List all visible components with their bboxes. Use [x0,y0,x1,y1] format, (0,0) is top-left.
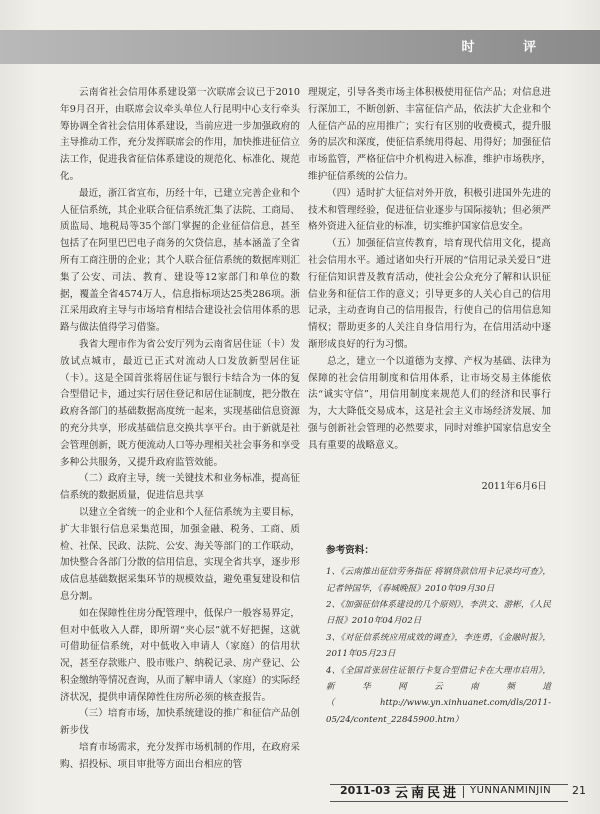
references-title: 参考资料： [326,545,374,557]
left-column [60,85,300,774]
section-heading: （三）培育市场，加快系统建设的推广和征信产品创新步伐 [60,708,300,737]
issue-number: 2011-03 [340,784,391,797]
magazine-name: 云南民进 [395,786,460,801]
paragraph: 以建立全省统一的企业和个人征信系统为主要目标，扩大非银行信息采集范围，加强金融、税务、工商、质检、社保、民政、法院、公安、海关等部门的工作联动，加快整合各部门分散的信用信息，实现全省共享，逐步形成信息基础数据采集环节的规模效益，避免重复建设和信息分割。 [60,506,300,602]
paragraph: 培育市场需求，充分发挥市场机制的作用，在政府采购、招投标、项目审批等方面出台相应的管 [60,742,300,770]
paragraph: 如在保障性住房分配管理中，低保户一般容易界定，但对中低收入人群，即所谓“夹心层”就不好把握，这就可借助征信系统，对中低收入申请人（家庭）的信用状况，甚至存款账户、股市账户、纳税记录、房产登记、公积金缴纳等情况查询，从而了解申请人（家庭）的实际经济状况，提供申请保障性住房所必须的核查报告。 [60,607,300,703]
reference-item: 1、《云南推出征信劳务指征 将钢贷款信用卡记录均可查》，记者钟国华，《春城晚报》2010年09月30日 [326,567,551,594]
footer-divider [463,786,464,798]
page-number: 21 [572,784,586,797]
references-list [308,564,551,728]
paragraph: 总之，建立一个以道德为支撑、产权为基础、法律为保障的社会信用制度和信用体系，让市场交易主体能依法“诚实守信”，用信用制度来规范人们的经济和民事行为，大大降低交易成本，这是社会主义市场经济发展、加强与创新社会管理的必然要求，同时对维护国家信息安全具有重要的战略意义。 [308,355,551,451]
page-footer [0,778,600,808]
reference-item: 4、《全国首张居住证银行卡复合型借记卡在大理市启用》，新华网云南频道（http://www.yn.xinhuanet.com/dls/2011-05/24/content_22845900.htm） [326,665,551,725]
reference-item: 2、《加强征信体系建设的几个原则》，李洪文、游彬，《人民日报》2010年04月02日 [326,599,551,627]
paragraph: 云南省社会信用体系建设第一次联席会议已于2010年9月召开，由联席会议牵头单位人行昆明中心支行牵头筹协调全省社会信用体系建设，当前应进一步加强政府的主导推动工作，充分发挥联席会的作用，加快推进征信立法工作，促进我省征信体系建设的规范化、标准化、规范化。 [60,87,300,182]
section-heading: （二）政府主导，统一关键技术和业务标准，提高征信系统的数据质量，促进信息共享 [60,473,300,502]
reference-item: 3、《对征信系统应用成效的调查》，李连勇，《金融时报》，2011年05月23日 [326,632,551,660]
paragraph: 最近，浙江省宣布，历经十年，已建立完善企业和个人征信系统，其企业联合征信系统汇集了法院、工商局、质监局、地税局等35个部门掌握的企业征信信息，甚至包括了在阿里巴巴电子商务的欠贷信息，基本涵盖了全省所有工商注册的企业；其个人联合征信系统的数据库则汇集了公安、司法、教育、建设等12家部门和单位的数据，覆盖全省4574万人，信息指标项达25类286项。浙江采用政府主导与市场培育相结合建设社会信用体系的思路与做法值得学习借鉴。 [60,187,300,334]
right-column [308,85,551,728]
paragraph: 我省大理市作为省公安厅列为云南省居住证（卡）发放试点城市，最近已正式对流动人口发放新型居住证（卡）。这是全国首张将居住证与银行卡结合为一体的复合型借记卡，通过实行居住登记和居住证制度，把分散在政府各部门的基础数据高度统一起来，实现基础信息资源的充分共享，形成基础信息交换共享平台。由于新就是社会管理创新，既方便流动人口等办理相关社会事务和享受多种公共服务，又提升政府监管效能。 [60,338,300,468]
magazine-name-en: YUNNANMINJIN [470,785,552,796]
paragraph: 理规定，引导各类市场主体积极使用征信产品；对信息进行深加工，不断创新、丰富征信产品，依法扩大企业和个人征信产品的应用推广；实行有区别的收费模式，提升服务的层次和深度，使征信系统用得起、用得好；加强征信市场监管，严格征信中介机构进入标准，维护市场秩序，维护征信系统的公信力。 [308,87,551,182]
article-date: 2011年6月6日 [481,480,547,492]
paragraph: （四）适时扩大征信对外开放，积极引进国外先进的技术和管理经验，促进征信业逐步与国际接轨；但必须严格外资进入征信业的标准，切实维护国家信息安全。 [308,187,551,233]
paragraph: （五）加强征信宣传教育，培育现代信用文化，提高社会信用水平。通过诸如央行开展的“信用记录关爱日”进行征信知识普及教育活动，使社会公众充分了解和认识征信业务和征信工作的意义；引导更多的人关心自己的信用记录，主动查询自己的信用报告，行使自己的信用信息知情权；帮助更多的人关注自身信用行为，在信用活动中逐渐形成良好的行为习惯。 [308,238,551,350]
section-label: 时 评 [461,40,558,55]
